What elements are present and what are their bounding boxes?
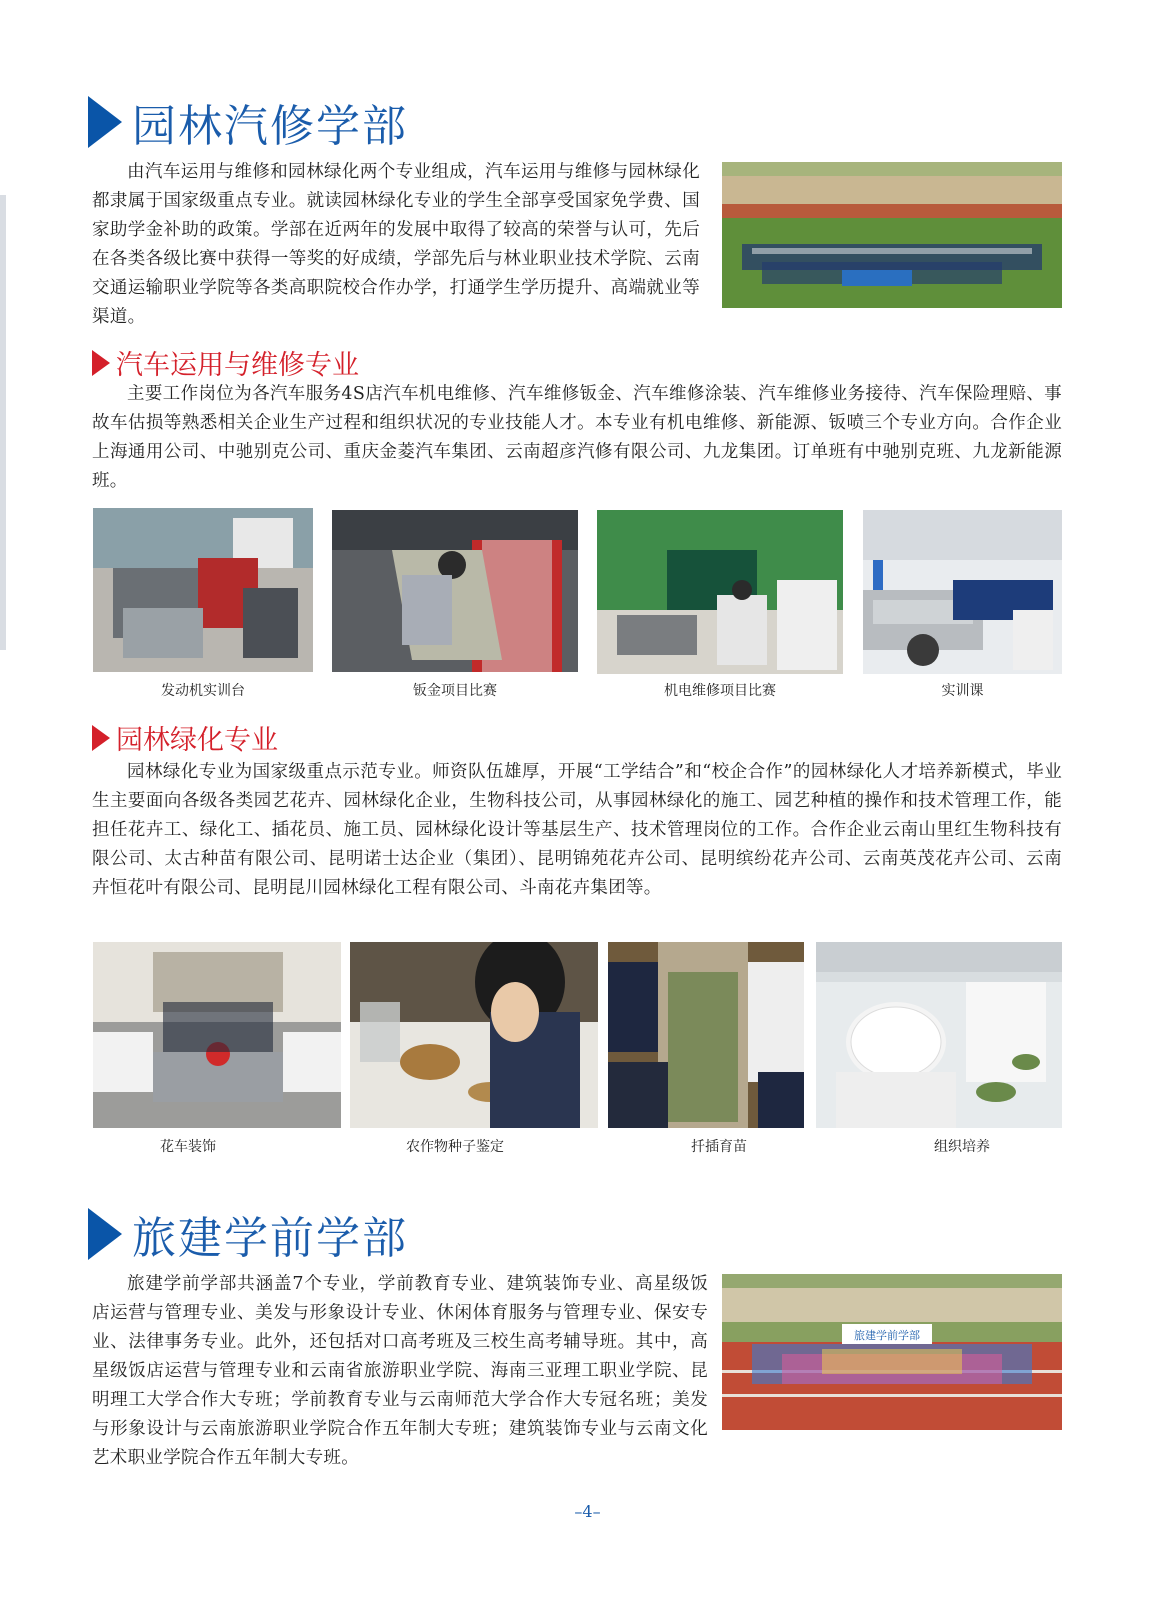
section2-intro: [92, 1270, 1062, 1473]
title-arrow-icon: [88, 1208, 122, 1260]
section-title-text: 园林汽修学部: [132, 101, 408, 152]
caption-cutting-propagation: 扦插育苗: [691, 1139, 747, 1155]
subtitle-arrow-icon: [92, 725, 110, 751]
auto-description: [92, 380, 1062, 496]
section2-paragraph: 旅建学前学部共涵盖7个专业，学前教育专业、建筑装饰专业、高星级饭店运营与管理专业、美发与形象设计专业、休闲体育服务与管理专业、保安专业、法律事务专业。此外，还包括对口高考班及三校生高考辅导班。其中，高星级饭店运营与管理专业和云南省旅游职业学院、海南三亚理工职业学院、昆明理工大学合作大专班；学前教育专业与云南师范大学合作大专冠名班；美发与形象设计与云南旅游职业学院合作五年制大专班；建筑装饰专业与云南文化艺术职业学院合作五年制大专班。: [92, 1274, 708, 1468]
caption-seed-identification: 农作物种子鉴定: [406, 1139, 504, 1155]
photo-sheet-metal: [332, 510, 578, 672]
photo-parade: [722, 1274, 1062, 1430]
section-title-tourism-preschool: [88, 1202, 408, 1266]
caption-mechatronics: 机电维修项目比赛: [664, 683, 776, 699]
photo-tissue-culture: [816, 942, 1062, 1128]
auto-paragraph: 主要工作岗位为各汽车服务4S店汽车机电维修、汽车维修钣金、汽车维修涂装、汽车维修业务接待、汽车保险理赔、事故车估损等熟悉相关企业生产过程和组织状况的专业技能人才。本专业有机电维修、新能源、钣喷三个专业方向。合作企业上海通用公司、中驰别克公司、重庆金菱汽车集团、云南超彦汽修有限公司、九龙集团。订单班有中驰别克班、九龙新能源班。: [92, 384, 1062, 491]
caption-tissue-culture: 组织培养: [934, 1139, 990, 1155]
photo-cutting-propagation: [608, 942, 804, 1128]
title-arrow-icon: [88, 96, 122, 148]
page-number: –4–: [574, 1502, 601, 1521]
section1-intro: [92, 158, 700, 332]
photo-seed-identification: [350, 942, 598, 1128]
photo-training-class: [863, 510, 1062, 674]
subtitle-arrow-icon: [92, 350, 110, 376]
caption-training-class: 实训课: [941, 683, 984, 699]
garden-description: [92, 758, 1062, 903]
caption-engine-bench: 发动机实训台: [161, 683, 245, 699]
caption-flower-car: 花车装饰: [160, 1139, 216, 1155]
section-title-garden-auto: [88, 90, 408, 154]
photo-sports-assembly: [722, 162, 1062, 308]
subtitle-garden: [92, 718, 278, 757]
photo-mechatronics: [597, 510, 843, 674]
parade-banner-text: 旅建学前学部: [854, 1329, 920, 1342]
subtitle-garden-text: 园林绿化专业: [116, 725, 278, 756]
section-title-text: 旅建学前学部: [132, 1213, 408, 1264]
subtitle-auto: [92, 343, 359, 382]
subtitle-auto-text: 汽车运用与维修专业: [116, 350, 359, 381]
photo-flower-car: [93, 942, 341, 1128]
intro-paragraph: 由汽车运用与维修和园林绿化两个专业组成，汽车运用与维修与园林绿化都隶属于国家级重点专业。就读园林绿化专业的学生全部享受国家免学费、国家助学金补助的政策。学部在近两年的发展中取得了较高的荣誉与认可，先后在各类各级比赛中获得一等奖的好成绩，学部先后与林业职业技术学院、云南交通运输职业学院等各类高职院校合作办学，打通学生学历提升、高端就业等渠道。: [92, 162, 700, 327]
page-edge-strip: [0, 195, 6, 650]
garden-paragraph: 园林绿化专业为国家级重点示范专业。师资队伍雄厚，开展“工学结合”和“校企合作”的园林绿化人才培养新模式，毕业生主要面向各级各类园艺花卉、园林绿化企业，生物科技公司，从事园林绿化的施工、园艺种植的操作和技术管理工作，能担任花卉工、绿化工、插花员、施工员、园林绿化设计等基层生产、技术管理岗位的工作。合作企业云南山里红生物科技有限公司、太古种苗有限公司、昆明诺士达企业（集团）、昆明锦苑花卉公司、昆明缤纷花卉公司、云南英茂花卉公司、云南卉恒花叶有限公司、昆明昆川园林绿化工程有限公司、斗南花卉集团等。: [92, 762, 1062, 898]
caption-sheet-metal: 钣金项目比赛: [413, 683, 497, 699]
photo-engine-bench: [93, 508, 313, 672]
